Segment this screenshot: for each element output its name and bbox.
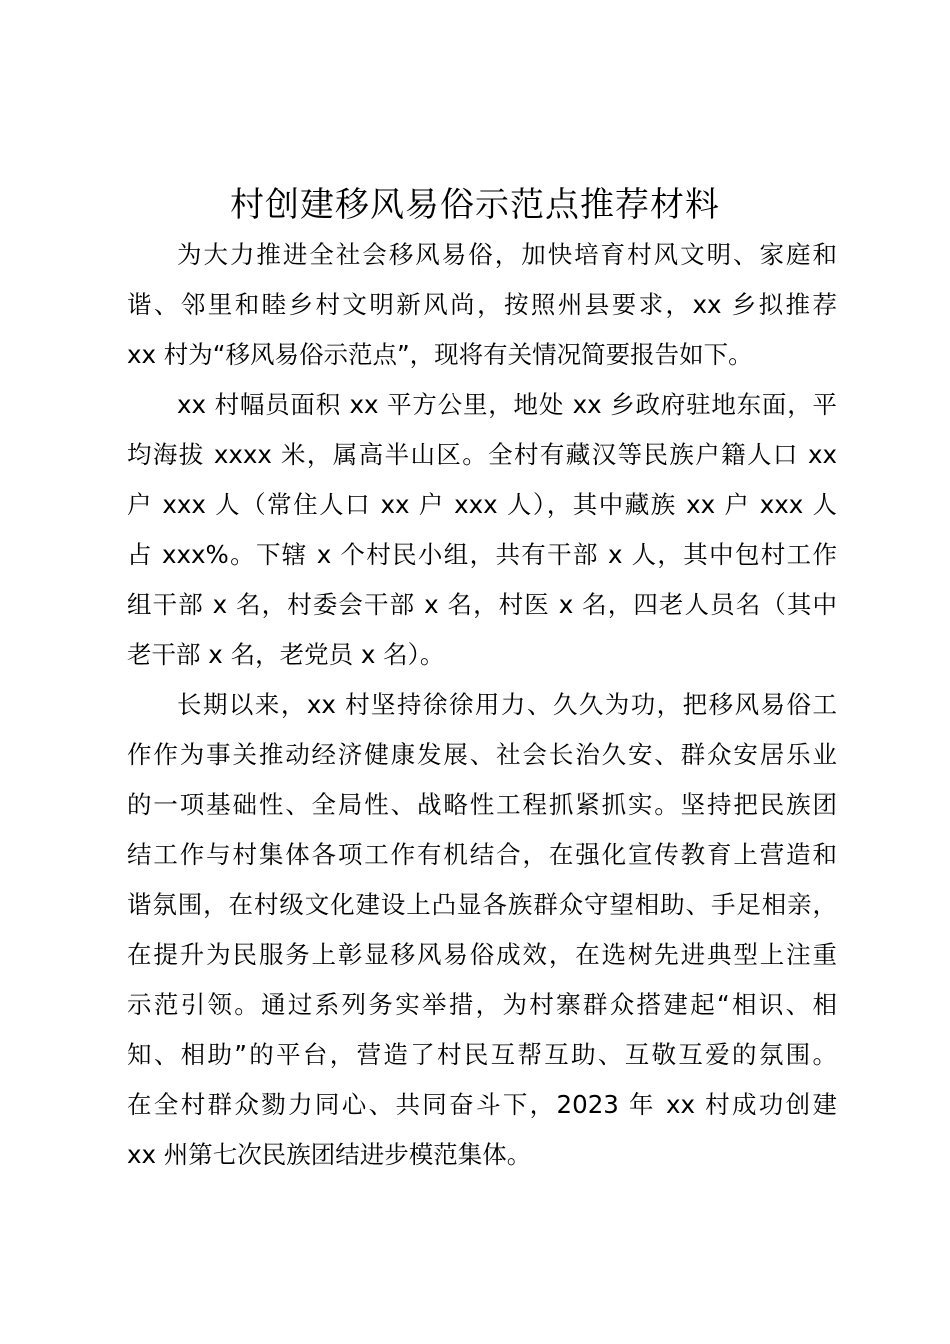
paragraph-line: 在全村群众勠力同心、共同奋斗下，2023 年 xx 村成功创建	[127, 1090, 837, 1119]
paragraph-line: 占 xxx%。下辖 x 个村民小组，共有干部 x 人，其中包村工作	[127, 540, 837, 569]
paragraph-1	[127, 230, 837, 380]
paragraph-line: 在提升为民服务上彰显移风易俗成效，在选树先进典型上注重	[127, 940, 837, 969]
paragraph-line: 组干部 x 名，村委会干部 x 名，村医 x 名，四老人员名（其中	[127, 590, 837, 619]
document-body	[127, 230, 837, 1180]
paragraph-line: xx 村幅员面积 xx 平方公里，地处 xx 乡政府驻地东面，平	[177, 390, 837, 419]
paragraph-line: 长期以来，xx 村坚持徐徐用力、久久为功，把移风易俗工	[177, 690, 837, 719]
paragraph-line: 户 xxx 人（常住人口 xx 户 xxx 人），其中藏族 xx 户 xxx 人	[127, 490, 837, 519]
paragraph-line: 老干部 x 名，老党员 x 名）。	[127, 640, 445, 669]
paragraph-line: xx 村为“移风易俗示范点”，现将有关情况简要报告如下。	[127, 340, 753, 369]
paragraph-line: 为大力推进全社会移风易俗，加快培育村风文明、家庭和	[177, 240, 837, 269]
paragraph-line: 的一项基础性、全局性、战略性工程抓紧抓实。坚持把民族团	[127, 790, 837, 819]
paragraph-line: 谐氛围，在村级文化建设上凸显各族群众守望相助、手足相亲，	[127, 890, 837, 919]
paragraph-2	[127, 380, 837, 680]
document-title: 村创建移风易俗示范点推荐材料	[230, 185, 720, 225]
paragraph-line: 谐、邻里和睦乡村文明新风尚，按照州县要求，xx 乡拟推荐	[127, 290, 837, 319]
paragraph-line: 结工作与村集体各项工作有机结合，在强化宣传教育上营造和	[127, 840, 837, 869]
paragraph-line: 知、相助”的平台，营造了村民互帮互助、互敬互爱的氛围。	[127, 1040, 837, 1069]
paragraph-line: 作作为事关推动经济健康发展、社会长治久安、群众安居乐业	[127, 740, 837, 769]
paragraph-line: xx 州第七次民族团结进步模范集体。	[127, 1140, 532, 1169]
paragraph-3	[127, 680, 837, 1180]
paragraph-line: 示范引领。通过系列务实举措，为村寨群众搭建起“相识、相	[127, 990, 837, 1019]
paragraph-line: 均海拔 xxxx 米，属高半山区。全村有藏汉等民族户籍人口 xx	[127, 440, 837, 469]
